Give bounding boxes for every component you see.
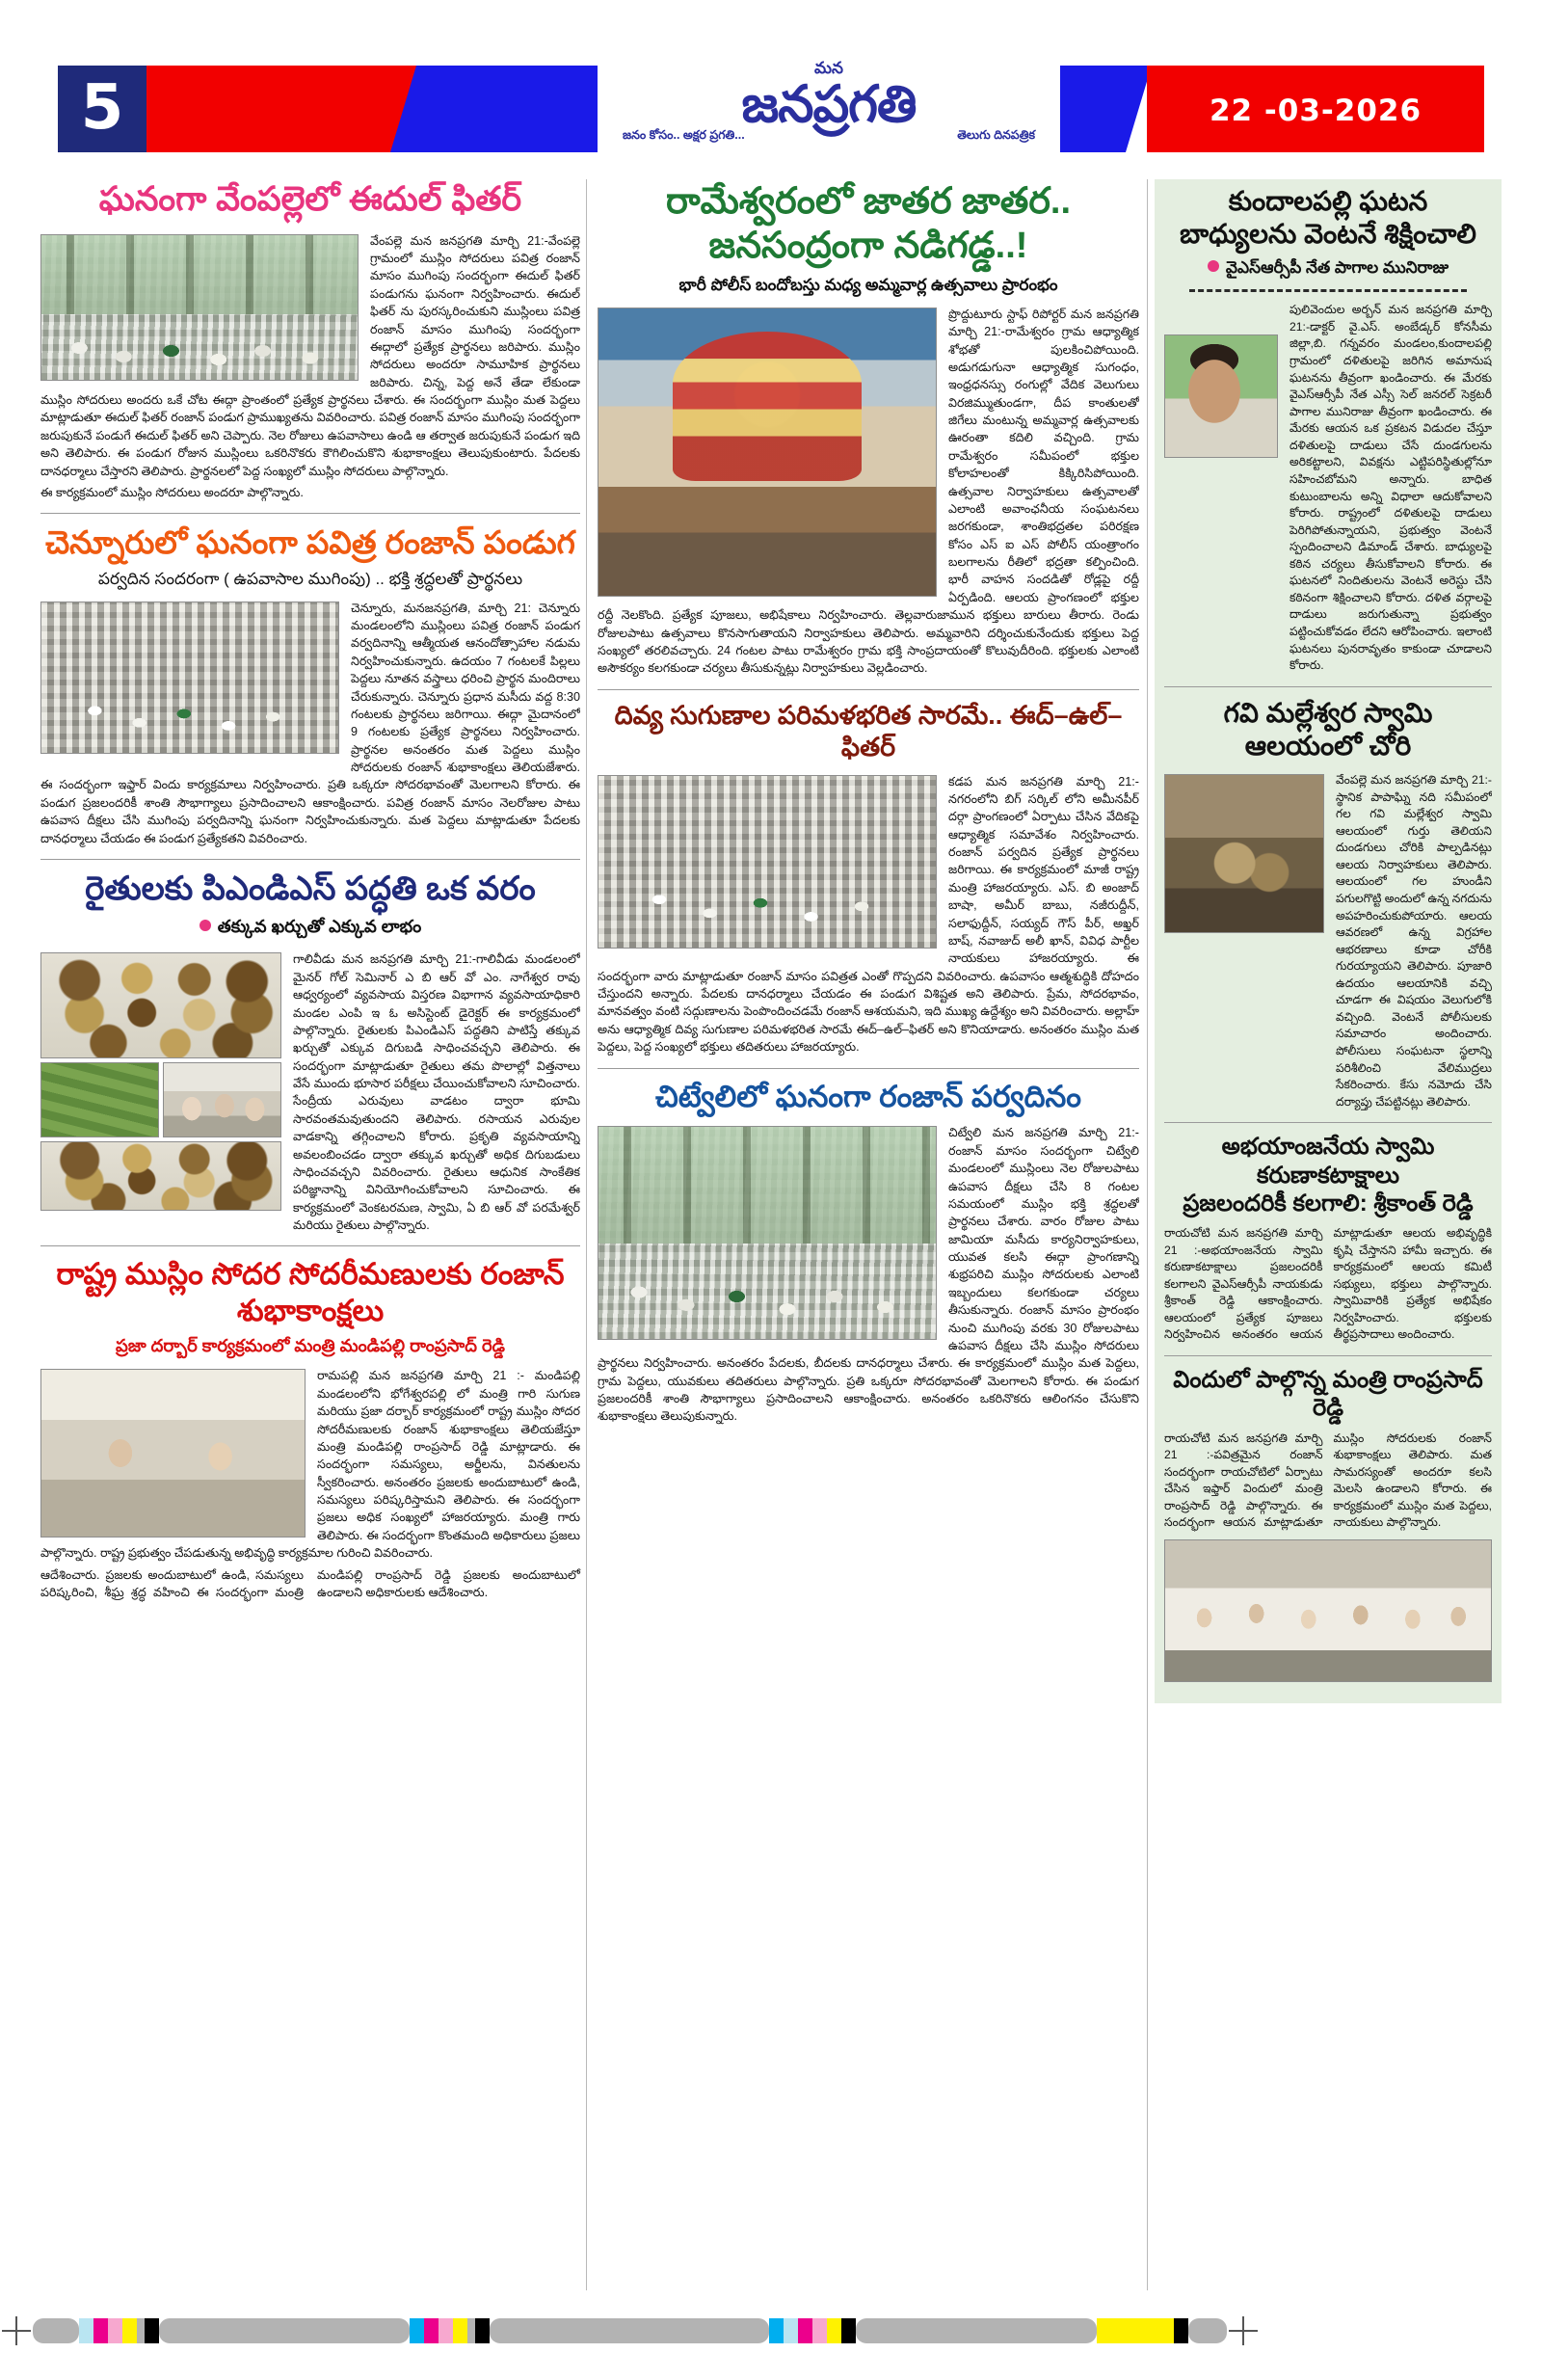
article-body: రాయచోటి మన జనప్రగతి మార్చి 21 :-పవిత్రమైన రంజాన్ సందర్భంగా రాయచోటిలో ఏర్పాటు చేసిన ఇఫ్తార్ విందులో మంత్రి రాంప్రసాద్ రెడ్డి పాల్గొన్నారు. ఈ సందర్భంగా ఆయన మాట్లాడుతూ ముస్లిం సోదరులకు రంజాన్ శుభాకాంక్షలు తెలిపారు. మత సామరస్యంతో అందరూ కలసి మెలసి ఉండాలని కోరారు. ఈ కార్యక్రమంలో ముస్లిం మత పెద్దలు, నాయకులు పాల్గొన్నారు.: [1164, 1431, 1492, 1530]
tagline-left: జనం కోసం.. అక్షర ప్రగతి...: [623, 128, 745, 142]
photo-eid-gathering: [598, 775, 937, 949]
article-body: చిట్వేలి మన జనప్రగతి మార్చి 21:-రంజాన్ మాసం సందర్భంగా చిట్వేలి మండలంలో ముస్లింలు నెల రోజులపాటు ఉపవాస దీక్షలు చేసి 8 గంటల సమయంలో ముస్లిం భక్తి శ్రద్ధలతో ప్రార్థనలు చేశారు. వారం రోజుల పాటు జామియా మసీదు కార్యనిర్వాహకులు, యువత కలసి ఈద్గా ప్రాంగణాన్ని శుభ్రపరిచి ముస్లిం సోదరులకు ఎలాంటి ఇబ్బందులు కలగకుండా చర్యలు తీసుకున్నారు. రంజాన్ మాసం ప్రారంభం నుంచి ముగింపు వరకు 30 రోజులపాటు ఉపవాస దీక్షలు చేసి ముస్లిం సోదరులు ప్రార్థనలు నిర్వహించారు. అనంతరం పేదలకు, బీదలకు దానధర్మాలు చేశారు. ఈ కార్యక్రమంలో ముస్లిం మత పెద్దలు, గ్రామ పెద్దలు, యువకులు తదితరులు పాల్గొన్నారు. ప్రతి ఒక్కరూ సోదరభావంతో మెలగాలని కోరారు. ఈ పండుగ ప్రజలందరికీ శాంతి సౌభాగ్యాలు ప్రసాదించాలని ఆకాంక్షించారు. అనంతరం ఒకరినొకరు ఆలింగనం చేసుకొని శుభాకాంక్షలు తెలుపుకున్నారు.: [598, 1126, 1139, 1424]
headline: చెన్నూరులో ఘనంగా పవిత్ర రంజాన్ పండుగ: [45, 524, 575, 561]
article-abhayanjaneya-swami: [1164, 1133, 1492, 1344]
byline: [1164, 258, 1492, 281]
section-divider: [40, 513, 580, 514]
column-divider-2: [1147, 179, 1148, 2290]
article-body: రామపల్లి మన జనప్రగతి మార్చి 21 :- మండిపల్లి మండలంలోని భోగేశ్వరపల్లి లో మంత్రి గారి సుగుణ మరియు ప్రజా దర్బార్ కార్యక్రమంలో రాష్ట్ర ముస్లిం సోదర సోదరీమణులకు రంజాన్ శుభాకాంక్షలు తెలియజేస్తూ మంత్రి మండిపల్లి రాంప్రసాద్ రెడ్డి మాట్లాడారు. ఈ సందర్భంగా సమస్యలు, అర్జీలను, వినతులను స్వీకరించారు. అనంతరం ప్రజలకు అందుబాటులో ఉండి, సమస్యలు పరిష్కరిస్తామని తెలిపారు. ఈ సందర్భంగా ప్రజలు అధిక సంఖ్యలో హాజరయ్యారు. మంత్రి గారు తెలిపారు. ఈ సందర్భంగా కొంతమంది అధికారులు ప్రజలు పాల్గొన్నారు. రాష్ట్ర ప్రభుత్వం చేపడుతున్న అభివృద్ధి కార్యక్రమాల గురించి వివరించారు.: [40, 1369, 580, 1561]
swatch-gray: [33, 2318, 79, 2343]
section-divider: [1164, 686, 1492, 687]
swatch-magenta: [798, 2318, 812, 2343]
swatch-magenta: [424, 2318, 439, 2343]
headline: రైతులకు పిఎండిఎస్ పద్ధతి ఒక వరం: [85, 869, 536, 907]
article-chennur-ramzan: [40, 523, 580, 847]
section-divider: [598, 1068, 1139, 1069]
article-eid-ul-fitr-essence: [598, 700, 1139, 1056]
masthead-red-left-band: [146, 66, 416, 152]
subheadline: [40, 917, 580, 941]
headline-line-1: రామేశ్వరంలో జాతర జాతర..: [665, 181, 1072, 222]
color-bar-segment-2: [410, 2318, 769, 2343]
headline: రాష్ట్ర ముస్లిం సోదర సోదరీమణులకు రంజాన్ శుభాకాంక్షలు: [56, 1257, 565, 1328]
article-ramzan-greetings-minister: [40, 1256, 580, 1601]
article-body: పులివెందుల అర్బన్ మన జనప్రగతి మార్చి 21:-డాక్టర్ వై.ఎస్. అంబేడ్కర్ కోనసీమ జిల్లా,బి. గన్నవరం మండలం,కుందాలపల్లి గ్రామంలో దళితులపై జరిగిన అమానుష ఘటనను తీవ్రంగా ఖండించారు. ఈ మేరకు వైఎస్ఆర్సీపీ నేత ఎస్సీ సెల్ జనరల్ సెక్రటరీ పాగాల మునిరాజు తీవ్రంగా ఖండించారు. ఈ మేరకు ఆయన ఒక ప్రకటన విడుదల చేస్తూ దళితులపై దాడులు చేసే దుండగులను అరికట్టాలని, వివక్షను ఎట్టిపరిస్థితుల్లోనూ సహించబోమని అన్నారు. బాధిత కుటుంబాలను అన్ని విధాలా ఆదుకోవాలని కోరారు. రాష్ట్రంలో దళితులపై దాడులు పెరిగిపోతున్నాయని, ప్రభుత్వం వెంటనే స్పందించాలని డిమాండ్ చేశారు. బాధ్యులపై కఠిన చర్యలు తీసుకోవాలని కోరారు. ఈ ఘటనలో నిందితులను వెంటనే అరెస్టు చేసి కఠినంగా శిక్షించాలని కోరారు. దళిత వర్గాలపై దాడులు జరుగుతున్నా ప్రభుత్వం పట్టించుకోవడం లేదని ఆరోపించారు. ఇలాంటి ఘటనలు పునరావృతం కాకుండా చూడాలని కోరారు.: [1289, 303, 1492, 673]
article-body: రాయచోటి మన జనప్రగతి మార్చి 21 :-అభయాంజనేయ స్వామి కరుణాకటాక్షాలు ప్రజలందరికీ కలగాలని వైఎస్ఆర్సీపీ నాయకుడు శ్రీకాంత్ రెడ్డి ఆకాంక్షించారు. ఆలయంలో ప్రత్యేక పూజలు నిర్వహించిన అనంతరం ఆయన మాట్లాడుతూ ఆలయ అభివృద్ధికి కృషి చేస్తానని హామీ ఇచ్చారు. ఈ కార్యక్రమంలో ఆలయ కమిటీ సభ్యులు, భక్తులు పాల్గొన్నారు. స్వామివారికి ప్రత్యేక అభిషేకం నిర్వహించారు. భక్తులకు తీర్థప్రసాదాలు అందించారు.: [1164, 1226, 1492, 1342]
section-divider: [598, 689, 1139, 690]
photo-temple-festival: [598, 308, 937, 597]
swatch-light-magenta: [439, 2318, 453, 2343]
color-bar-segment-3: [769, 2318, 1227, 2343]
article-body: ప్రొద్దుటూరు స్టాఫ్ రిపోర్టర్ మన జనప్రగతి మార్చి 21:-రామేశ్వరం గ్రామ ఆధ్యాత్మిక శోభతో పులకించిపోయింది. అడుగడుగునా ఆధ్యాత్మిక సుగంధం, ఇంధ్రధనస్సు రంగుల్లో వేదిక వెలుగులు విరజిమ్ముతుండగా, దీప కాంతులతో జిగేలు మంటున్న అమ్మవార్ల ఉత్సవాలకు ఊరంతా కదిలి వచ్చింది. గ్రామ రామేశ్వరం సమీపంలో భక్తుల కోలాహలంతో కిక్కిరిసిపోయింది. ఉత్సవాల నిర్వాహకులు ఉత్సవాలతో ఎలాంటి అవాంఛనీయ సంఘటనలు జరగకుండా, శాంతిభద్రతల పరిరక్షణ కోసం ఎస్ ఐ ఎస్ పోలీస్ యంత్రాంగం బలగాలను రీతిలో భద్రతా కల్పించింది. భారీ వాహన సందడితో రోడ్లపై రద్దీ ఏర్పడింది. ఆలయ ప్రాంగణంలో భక్తుల రద్దీ నెలకొంది. ప్రత్యేక పూజలు, అభిషేకాలు నిర్వహించారు. తెల్లవారుజామున భక్తులు బారులు తీరారు. రెండు రోజులపాటు ఉత్సవాలు కొనసాగుతాయని నిర్వాహకులు తెలిపారు. అమ్మవారిని దర్శించుకునేందుకు భక్తులు పెద్ద సంఖ్యలో తరలివచ్చారు. 24 గంటల పాటు రామేశ్వరం గ్రామ భక్తి సాంప్రదాయంతో కొలువుదీరింది. భక్తులకు ఎలాంటి అసౌకర్యం కలగకుండా చర్యలు తీసుకున్నట్లు నిర్వాహకులు వెల్లడించారు.: [598, 307, 1139, 676]
photo-iftar-group: [1164, 1539, 1492, 1682]
swatch-gray-gap: [137, 2318, 145, 2343]
swatch-yellow: [122, 2318, 137, 2343]
registration-mark-left: [0, 2314, 33, 2347]
section-divider: [1164, 1122, 1492, 1123]
article-gavi-malleswara-theft: [1164, 697, 1492, 1111]
photo-politician-portrait: [1164, 334, 1278, 458]
swatch-light-cyan: [784, 2318, 798, 2343]
article-body: వేంపల్లె మన జనప్రగతి మార్చి 21:-స్థానిక పాపాఘ్ని నది సమీపంలో గల గవి మల్లేశ్వర స్వామి ఆలయంలో గుర్తు తెలియని దుండగులు చోరికి పాల్పడినట్లు ఆలయ నిర్వాహకులు తెలిపారు. ఆలయంలో గల హుండీని పగులగొట్టి అందులో ఉన్న నగదును అపహరించుకుపోయారు. ఆలయ ఆవరణలో ఉన్న విగ్రహాల ఆభరణాలు కూడా చోరీకి గురయ్యాయని తెలిపారు. పూజారి ఉదయం ఆలయానికి వచ్చి చూడగా ఈ విషయం వెలుగులోకి వచ్చింది. వెంటనే పోలీసులకు సమాచారం అందించారు. పోలీసులు సంఘటనా స్థలాన్ని పరిశీలించి వేలిముద్రలు సేకరించారు. కేసు నమోదు చేసి దర్యాప్తు చేపట్టినట్లు తెలిపారు.: [1336, 773, 1492, 1109]
center-column: [598, 179, 1139, 1426]
headline: దివ్య సుగుణాల పరిమళభరిత సారమే.. ఈద్–ఉల్–ఫితర్: [614, 700, 1123, 762]
publication-date: 22 -03-2026: [1209, 94, 1422, 128]
newspaper-logo: [598, 54, 1060, 170]
subheadline-text: తక్కువ ఖర్చుతో ఎక్కువ లాభం: [217, 917, 422, 937]
registration-mark-right: [1227, 2314, 1260, 2347]
photo-temple-interior: [1164, 774, 1324, 933]
swatch-gray-gap: [467, 2318, 475, 2343]
swatch-light-magenta: [108, 2318, 122, 2343]
right-column: [1155, 179, 1502, 1703]
article-body: చెన్నూరు, మనజనప్రగతి, మార్చి 21: చెన్నూరు మండలంలోని ముస్లింలు పవిత్ర రంజాన్ పండుగ వర్వదినాన్ని ఆత్మీయత ఆనందోత్సాహాల నడుమ నిర్వహించుకున్నారు. ఉదయం 7 గంటలకే పిల్లలు పెద్దలు నూతన వస్త్రాలు ధరించి ప్రార్థన మందిరాలు చేరుకున్నారు. చెన్నూరు ప్రధాన మసీదు వద్ద 8:30 గంటలకు ప్రార్థనలు జరిగాయి. ఈద్గా మైదానంలో 9 గంటలకు ప్రత్యేక ప్రార్థనలు నిర్వహించారు. ప్రార్థనల అనంతరం మత పెద్దలు ముస్లిం సోదరులకు రంజాన్ శుభాకాంక్షలు తెలియజేశారు. ఈ సందర్భంగా ఇఫ్తార్ విందు కార్యక్రమాలు నిర్వహించారు. ప్రతి ఒక్కరూ సోదరభావంతో మెలగాలని కోరారు. ఈ పండుగ ప్రజలందరికీ శాంతి సౌభాగ్యాలు ప్రసాదించాలని ఆకాంక్షించారు. పవిత్ర రంజాన్ మాసం నెలరోజుల పాటు ఉపవాస దీక్షలు చేసి ముగింపు పర్వదినాన్ని ఘనంగా నిర్వహించుకున్నారు. మత పెద్దలు మాట్లాడుతూ పేదలకు దానధర్మాలు చేయడం ఈ పండుగ ప్రత్యేకతని వివరించారు.: [40, 601, 580, 845]
swatch-black: [841, 2318, 856, 2343]
section-divider: [40, 1245, 580, 1246]
article-rameswaram-jathara: [598, 179, 1139, 678]
photo-eid-prayer: [40, 234, 359, 381]
headline-line-1: గవి మల్లేశ్వర స్వామి: [1223, 697, 1433, 728]
swatch-gray-end: [1188, 2318, 1227, 2343]
article-chitveli-ramzan: [598, 1079, 1139, 1426]
swatch-gray-long: [490, 2318, 769, 2343]
masthead: [58, 59, 1484, 152]
swatch-yellow: [453, 2318, 467, 2343]
swatch-cyan: [769, 2318, 784, 2343]
swatch-magenta: [93, 2318, 108, 2343]
photo-mosque-prayer: [40, 602, 339, 754]
swatch-black: [475, 2318, 490, 2343]
photo-open-ground-prayers: [598, 1126, 937, 1340]
section-divider: [40, 859, 580, 860]
photo-minister-darbar: [40, 1369, 306, 1538]
photo-farmers-group: [163, 1062, 281, 1137]
headline-line-2: ప్రజలందరికీ కలగాలి: శ్రీకాంత్ రెడ్డి: [1183, 1190, 1474, 1217]
article-pmds-farmers: [40, 869, 580, 1234]
swatch-black: [145, 2318, 159, 2343]
headline: చిట్వేలిలో ఘనంగా రంజాన్ పర్వదినం: [655, 1079, 1081, 1113]
masthead-blue-left-band: [390, 66, 622, 152]
article-minister-iftar-dinner: [1164, 1366, 1492, 1682]
article-body-tail: ఆదేశించారు. ప్రజలకు అందుబాటులో ఉండి, సమస్యలు పరిష్కరించి, శీఘ్ర శ్రద్ధ వహించి ఈ సందర్భంగా మంత్రి మండిపల్లి రాంప్రసాద్ రెడ్డి ప్రజలకు అందుబాటులో ఉండాలని అధికారులకు ఆదేశించారు.: [40, 1567, 580, 1599]
headline: విందులో పాల్గొన్న మంత్రి రాంప్రసాద్ రెడ్డి: [1173, 1366, 1483, 1422]
swatch-light-cyan: [79, 2318, 93, 2343]
photo-crop-samples: [40, 1141, 281, 1211]
photo-seed-samples: [40, 952, 281, 1058]
swatch-yellow-wide: [1097, 2318, 1174, 2343]
swatch-gray-long: [856, 2318, 1097, 2343]
subheadline: ప్రజా దర్బార్ కార్యక్రమంలో మంత్రి మండిపల్లి రాంప్రసాద్ రెడ్డి: [116, 1336, 505, 1355]
tagline-right: తెలుగు దినపత్రిక: [957, 128, 1035, 142]
article-body: గాలివీడు మన జనప్రగతి మార్చి 21:-గాలివీడు మండలంలో మైనర్ గోల్ సెమినార్ ఎ బి ఆర్ వో ఎం. నాగేశ్వర రావు ఆధ్వర్యంలో వ్యవసాయ విస్తరణ విభాగాన వ్యవసాయాధికారి మండల ఎంపి ఇ ఓ అసిస్టెంట్ డైరెక్టర్ ఈ కార్యక్రమంలో పాల్గొన్నారు. రైతులకు పిఎండిఎస్ పద్ధతిని పాటిస్తే తక్కువ ఖర్చుతో ఎక్కువ దిగుబడి సాధించవచ్చని తెలిపారు. ఈ సందర్భంగా మాట్లాడుతూ రైతులు తమ పొలాల్లో విత్తనాలు వేసే ముందు భూసార పరీక్షలు చేయించుకోవాలని సూచించారు. సేంద్రీయ ఎరువులు వాడటం ద్వారా భూమి సారవంతమవుతుందని తెలిపారు. రసాయన ఎరువుల వాడకాన్ని తగ్గించాలని కోరారు. ప్రకృతి వ్యవసాయాన్ని అవలంబించడం ద్వారా తక్కువ ఖర్చుతో అధిక దిగుబడులు సాధించవచ్చని వివరించారు. రైతులు ఆధునిక సాంకేతిక పరిజ్ఞానాన్ని వినియోగించుకోవాలని సూచించారు. ఈ కార్యక్రమంలో వెంకటరమణ, స్వామి, ఏ బి ఆర్ వో పరమేశ్వర్ మరియు రైతులు పాల్గొన్నారు.: [293, 952, 580, 1232]
headline: ఘనంగా వేంపల్లెలో ఈదుల్ ఫితర్: [98, 180, 522, 218]
bullet-dot-icon: [1208, 260, 1219, 272]
dashed-divider: [1189, 289, 1467, 292]
swatch-yellow: [827, 2318, 841, 2343]
page-number: 5: [58, 66, 146, 152]
byline-text: వైఎస్ఆర్సీపీ నేత పాగాల మునిరాజు: [1225, 258, 1449, 278]
print-registration-bar: [0, 2314, 1542, 2347]
subheadline: పర్వదిన సందరంగా ( ఉపవాసాల ముగింపు) .. భక్తి శ్రద్ధలతో ప్రార్థనలు: [97, 569, 523, 588]
column-divider-1: [586, 179, 587, 2290]
color-bar-segment-1: [33, 2318, 410, 2343]
headline-line-2: ఆలయంలో చోరి: [1244, 730, 1412, 761]
headline-line-1: కుందాలపల్లి ఘటన: [1228, 186, 1428, 216]
article-vempalle-eid: [40, 179, 580, 501]
article-body: కడప మన జనప్రగతి మార్చి 21:-నగరంలోని బిగ్ సర్కిల్ లోని అమీనపీర్ దర్గా ప్రాంగణంలో ఏర్పాటు చేసిన వేదికపై ఆధ్యాత్మిక సమావేశం నిర్వహించారు. రంజాన్ పర్వదిన ప్రత్యేక ప్రార్థనలు జరిగాయి. ఈ కార్యక్రమంలో మాజీ రాష్ట్ర మంత్రి హాజరయ్యారు. ఎస్. బి అంజాద్ బాషా, అమీర్ బాబు, నజీరుద్దీన్, సలాఫుద్దీన్, సయ్యద్ గౌస్ పీర్, అఖ్తర్ బాష్, నవాజుద్ అలీ ఖాన్, వివిధ పార్టీల నాయకులు హాజరయ్యారు. ఈ సందర్భంగా వారు మాట్లాడుతూ రంజాన్ మాసం పవిత్రత ఎంతో గొప్పదని వివరించారు. ఉపవాసం ఆత్మశుద్ధికి దోహదం చేస్తుందని అన్నారు. పేదలకు దానధర్మాలు చేయడం ఈ పండుగ విశిష్టత అని తెలిపారు. ప్రేమ, సోదరభావం, మానవత్వం వంటి సద్గుణాలను పెంపొందించడమే రంజాన్ ఆశయమని, ఇది ముఖ్య ఉద్దేశ్యం అని వివరించారు. అల్లాహ్ అను ఆధ్యాత్మిక దివ్య సుగుణాల పరిమళభరిత సారమే ఈద్–ఉల్–ఫితర్ అని కొనియాడారు. అనంతరం ముస్లిం మత పెద్దలు, పెద్ద సంఖ్యలో భక్తులు తదితరులు హాజరయ్యారు.: [598, 774, 1139, 1055]
headline-line-2: బాధ్యులను వెంటనే శిక్షించాలి: [1180, 219, 1476, 250]
logo-prefix: మన: [814, 59, 843, 77]
article-body-overflow: ఈ కార్యక్రమంలో ముస్లిం సోదరులు అందరూ పాల్గొన్నారు.: [40, 485, 304, 499]
section-divider: [1164, 1355, 1492, 1356]
photo-collage-pmds: [40, 952, 281, 1211]
article-kundalapalli-incident: [1164, 185, 1492, 675]
subheadline: భారీ పోలీస్ బందోబస్తు మధ్య అమ్మవార్ల ఉత్సవాలు ప్రారంభం: [678, 275, 1058, 294]
photo-field-demo: [40, 1062, 159, 1137]
article-body: వేంపల్లె మన జనప్రగతి మార్చి 21:-వేంపల్లె గ్రామంలో ముస్లిం సోదరులు పవిత్ర రంజాన్ మాసం ముగింపు సందర్భంగా ఈదుల్ ఫితర్ పండుగను ఘనంగా నిర్వహించారు. ఈదుల్ ఫితర్ ను పురస్కరించుకుని ముస్లింలు పవిత్ర రంజాన్ మాసం ముగింపు సందర్భంగా ఈద్గాలో ప్రత్యేక ప్రార్థనలు జరిపారు. ముస్లిం సోదరులు అందరూ సామూహిక ప్రార్థనలు జరిపారు. చిన్న, పెద్ద అనే తేడా లేకుండా ముస్లిం సోదరులు అందరు ఒకే చోట ఈద్గా ప్రాంతంలో ప్రత్యేక ప్రార్థనలు చేశారు. ఈ సందర్భంగా ముస్లిం మత పెద్దలు మాట్లాడుతూ ఈదుల్ ఫితర్ రంజాన్ పండుగ ప్రాముఖ్యతను వివరించారు. పవిత్ర రంజాన్ మాసం ముగింపు సందర్భంగా జరుపుకునే పండుగే ఈదుల్ ఫితర్ అని చెప్పారు. నెల రోజులు ఉపవాసాలు ఉండి ఆ తర్వాత జరుపుకునే పండుగ ఇది అని తెలిపారు. ఈ పండుగ రోజున ముస్లింలు ఒకరినొకరు కౌగిలించుకొని శుభాకాంక్షలు తెలుపుకుంటారు. పేదలకు దానధర్మాలు చేస్తారని తెలిపారు. ప్రార్థనలలో పెద్ద సంఖ్యలో ముస్లిం సోదరులు పాల్గొన్నారు.: [40, 233, 580, 478]
headline-line-1: అభయాంజనేయ స్వామి కరుణాకటాక్షాలు: [1221, 1134, 1435, 1189]
headline-line-2: జనసంద్రంగా నడిగడ్డ..!: [708, 226, 1028, 267]
logo-title: జనప్రగతి: [741, 76, 917, 133]
swatch-light-magenta: [812, 2318, 827, 2343]
swatch-cyan: [410, 2318, 424, 2343]
bullet-dot-icon: [199, 920, 211, 931]
left-column: [40, 179, 580, 1601]
swatch-black: [1174, 2318, 1188, 2343]
swatch-gray-long: [159, 2318, 410, 2343]
